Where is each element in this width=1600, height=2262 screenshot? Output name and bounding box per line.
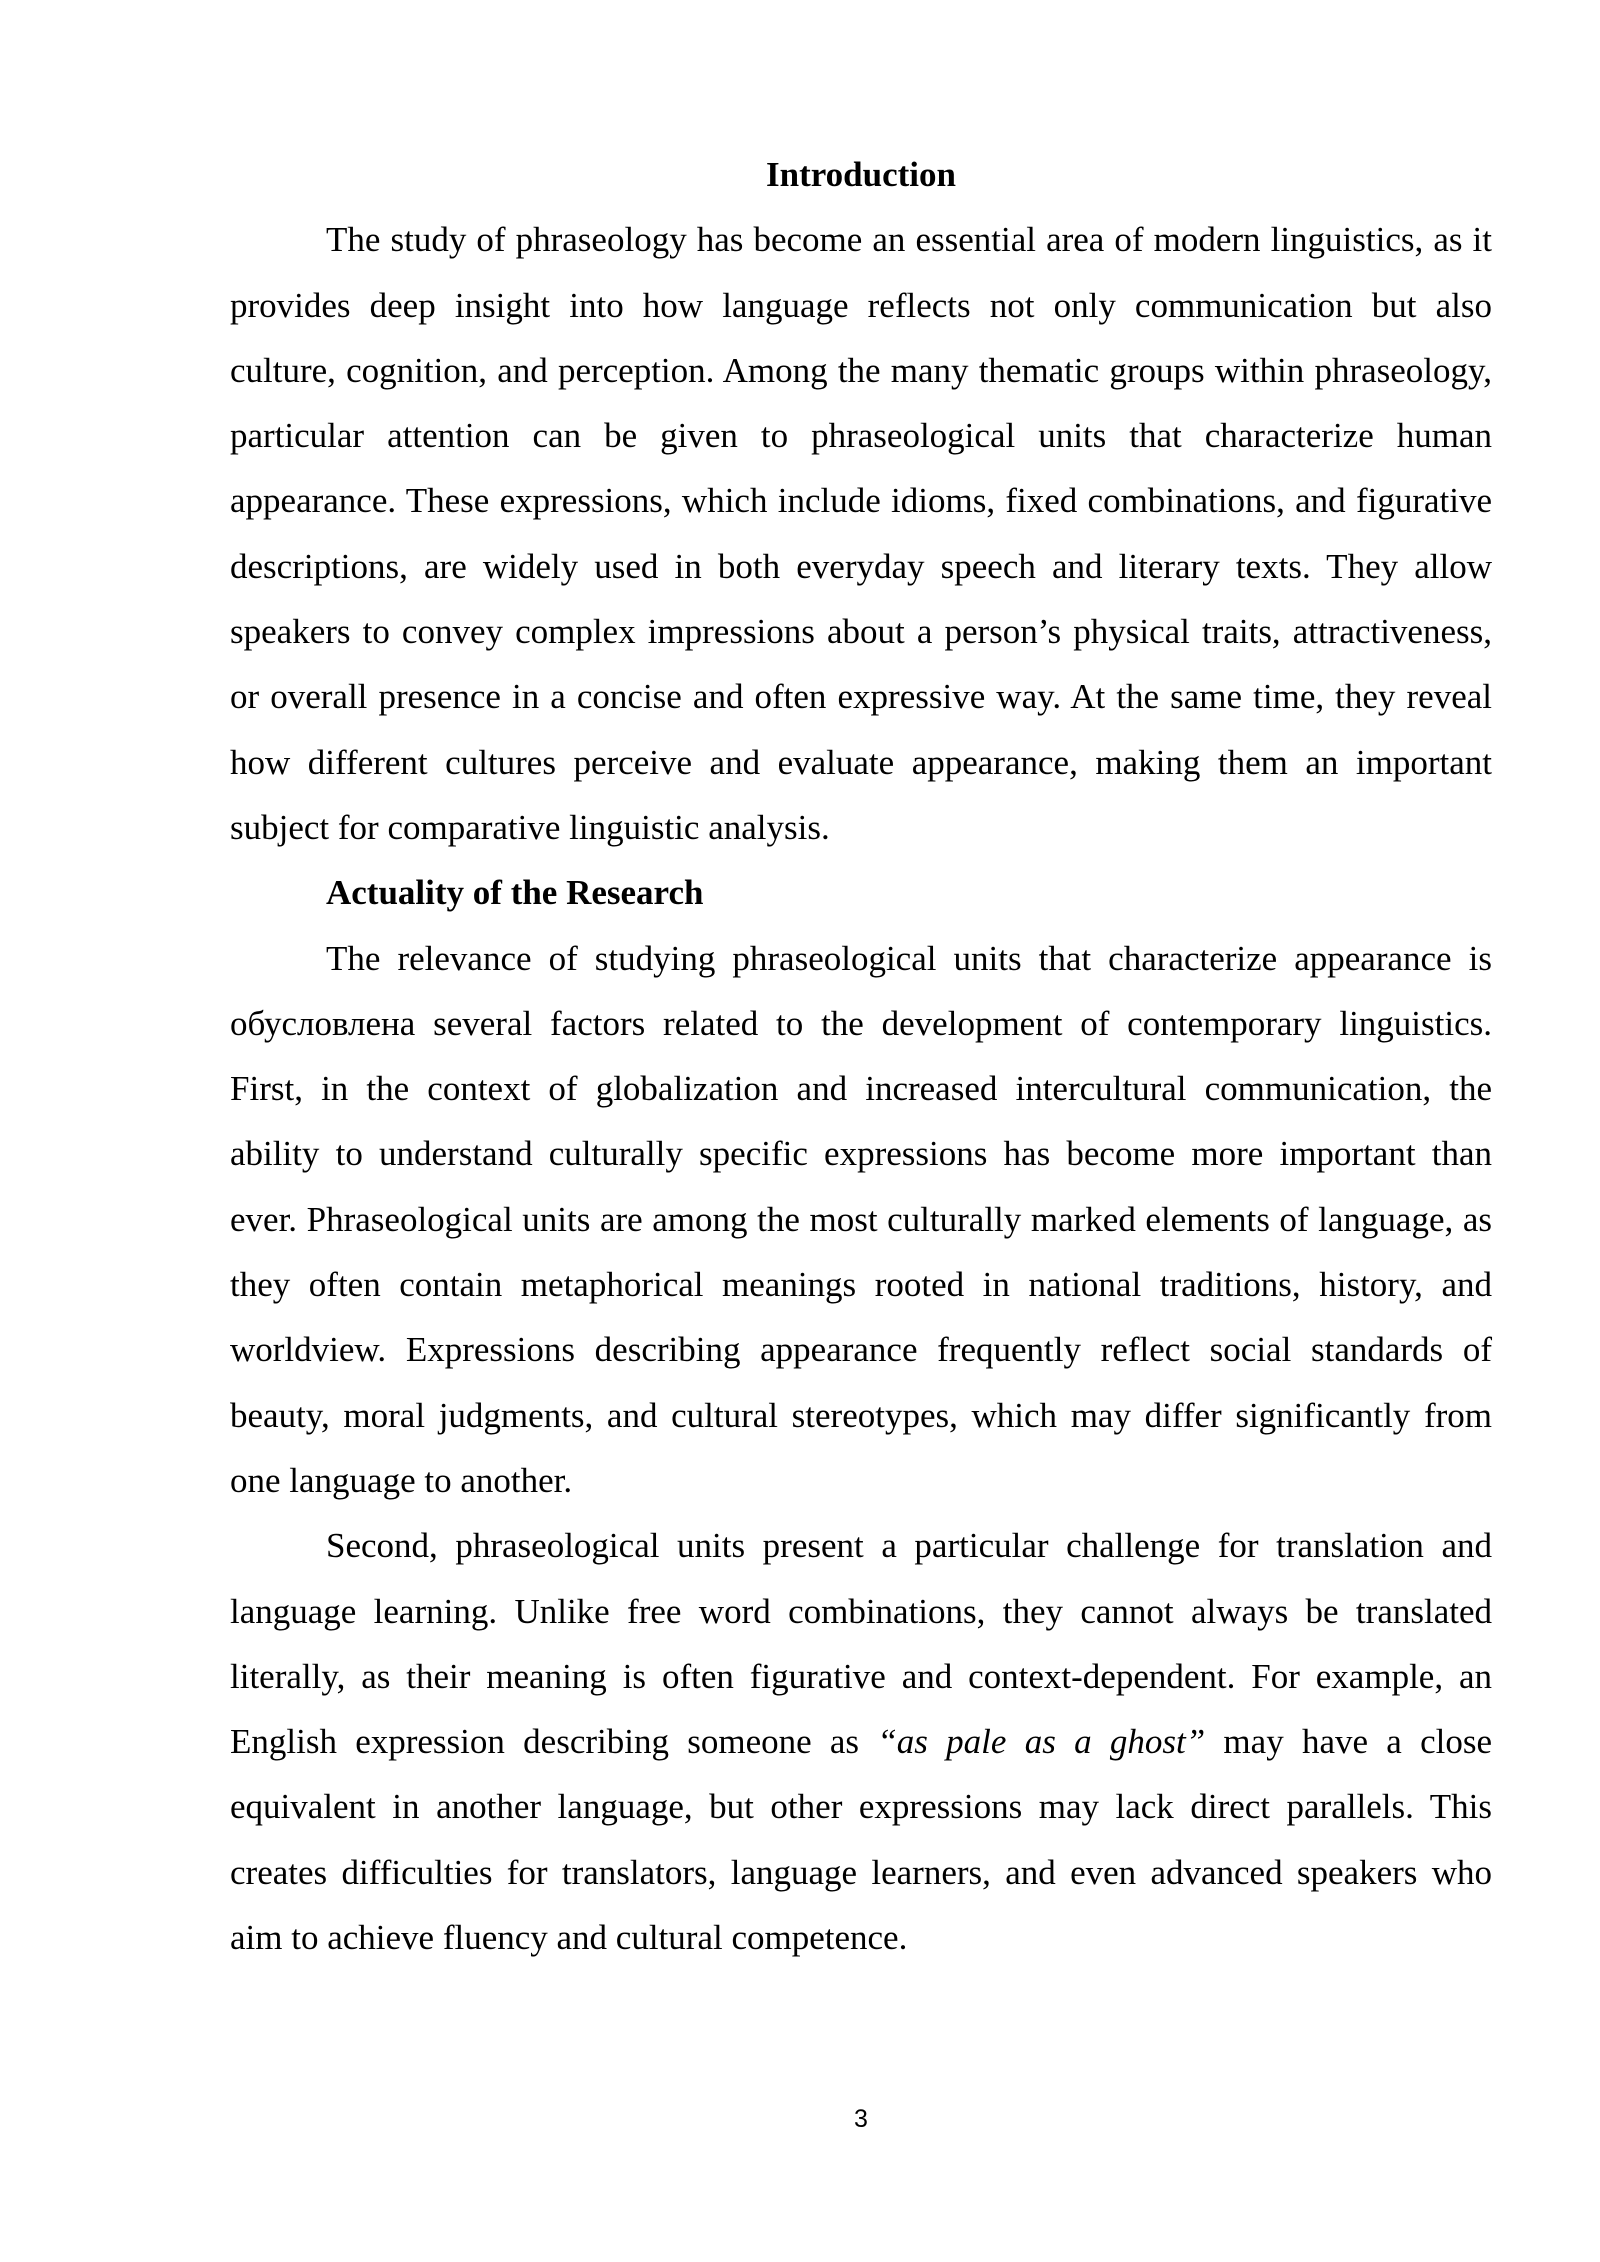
paragraph-text-before-example: Second, phraseological units present a particular challenge for translation and language learning. Unlike free word combinations, they cannot always be translated literally, as their meaning is often figurative and context-dependent. For example, an English expression describing someone as — [230, 1526, 1492, 1762]
page-number: 3 — [854, 2105, 868, 2133]
section-paragraph-1: The relevance of studying phraseological units that characterize appearance is обусловлена several factors related to the development of contemporary linguistics. First, in the context of globalization and increased intercultural communication, the ability to understand culturally specific expressions has become more important than ever. Phraseological units are among the most culturally marked elements of language, as they often contain metaphorical meanings rooted in national traditions, history, and worldview. Expressions describing appearance frequently reflect social standards of beauty, moral judgments, and cultural stereotypes, which may differ significantly from one language to another. — [230, 938, 1492, 1500]
example-expression: “as pale as a ghost” — [877, 1722, 1206, 1762]
page-content — [230, 142, 1492, 1970]
paragraph-text-after-example: may have a close equivalent in another language, but other expressions may lack direct parallels. This creates difficulties for translators, language learners, and even advanced speakers who aim to achieve fluency and cultural competence. — [230, 1722, 1493, 1958]
page-title: Introduction — [766, 155, 956, 194]
section-paragraph-2 — [230, 1513, 1492, 1970]
section-heading: Actuality of the Research — [326, 873, 704, 913]
intro-paragraph: The study of phraseology has become an essential area of modern linguistics, as it provides deep insight into how language reflects not only communication but also culture, cognition, and perception. Among the many thematic groups within phraseology, particular attention can be given to phraseological units that characterize human appearance. These expressions, which include idioms, fixed combinations, and figurative descriptions, are widely used in both everyday speech and literary texts. They allow speakers to convey complex impressions about a person’s physical traits, attractiveness, or overall presence in a concise and often expressive way. At the same time, they reveal how different cultures perceive and evaluate appearance, making them an important subject for comparative linguistic analysis. — [230, 220, 1492, 847]
